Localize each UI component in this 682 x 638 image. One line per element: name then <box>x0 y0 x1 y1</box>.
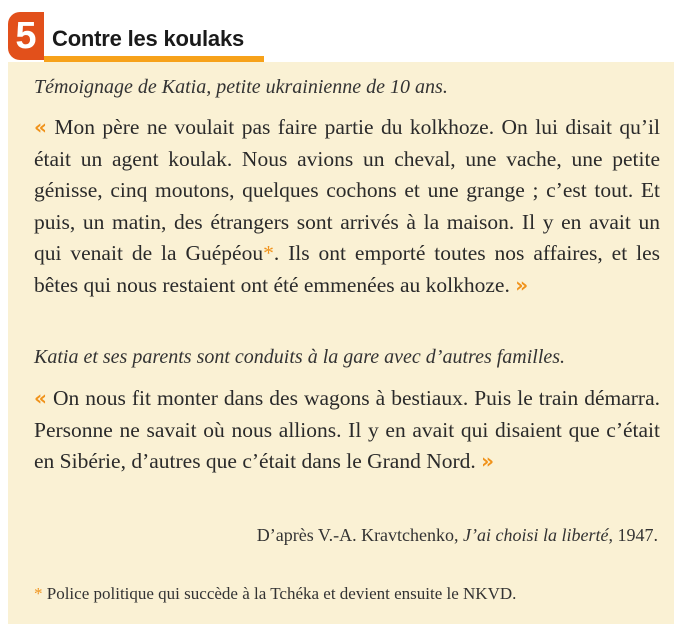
quote-first <box>34 112 660 301</box>
narration-text: Katia et ses parents sont conduits à la gare avec d’autres familles. <box>34 346 566 368</box>
document-title: Contre les koulaks <box>52 26 245 51</box>
document-header <box>8 12 668 62</box>
close-quote-mark: » <box>515 272 529 297</box>
document-panel <box>8 62 674 624</box>
open-quote-mark: « <box>34 386 47 410</box>
quote-first-text-part2: . Ils ont emporté toutes nos affaires, et les bêtes qui nous restaient ont été emmenées au kolkhoze. <box>34 241 660 297</box>
quote-first-text-part1: Mon père ne voulait pas faire partie du kolkhoze. On lui disait qu’il était un agent koulak. Nous avions un cheval, une vache, une petite génisse, cinq moutons, quelques cochons et une grange ; c’est tout. Et puis, un matin, des étrangers sont arrivés à la maison. Il y en avait un qui venait de la Guépéou <box>34 115 660 265</box>
source-prefix: D’après V.-A. Kravtchenko, <box>256 525 464 545</box>
document-number-badge: 5 <box>8 12 44 60</box>
footnote-asterisk: * <box>34 584 43 603</box>
open-quote-mark: « <box>34 115 47 139</box>
close-quote-mark: » <box>481 449 495 473</box>
intro-text: Témoignage de Katia, petite ukrainienne de 10 ans. <box>34 76 448 98</box>
quote-second <box>34 383 660 478</box>
source-citation <box>257 525 658 546</box>
footnote-text: Police politique qui succède à la Tchéka et devient ensuite le NKVD. <box>42 584 517 603</box>
quote-second-text: On nous fit monter dans des wagons à bestiaux. Puis le train démarra. Personne ne savait où nous allions. Il y en avait qui disaient que c’était en Sibérie, d’autres que c’était dans le Grand Nord. <box>34 386 661 473</box>
footnote-marker: * <box>263 241 274 265</box>
source-book-title: J’ai choisi la liberté <box>463 525 609 545</box>
source-suffix: , 1947. <box>608 525 658 545</box>
footnote <box>34 584 516 604</box>
